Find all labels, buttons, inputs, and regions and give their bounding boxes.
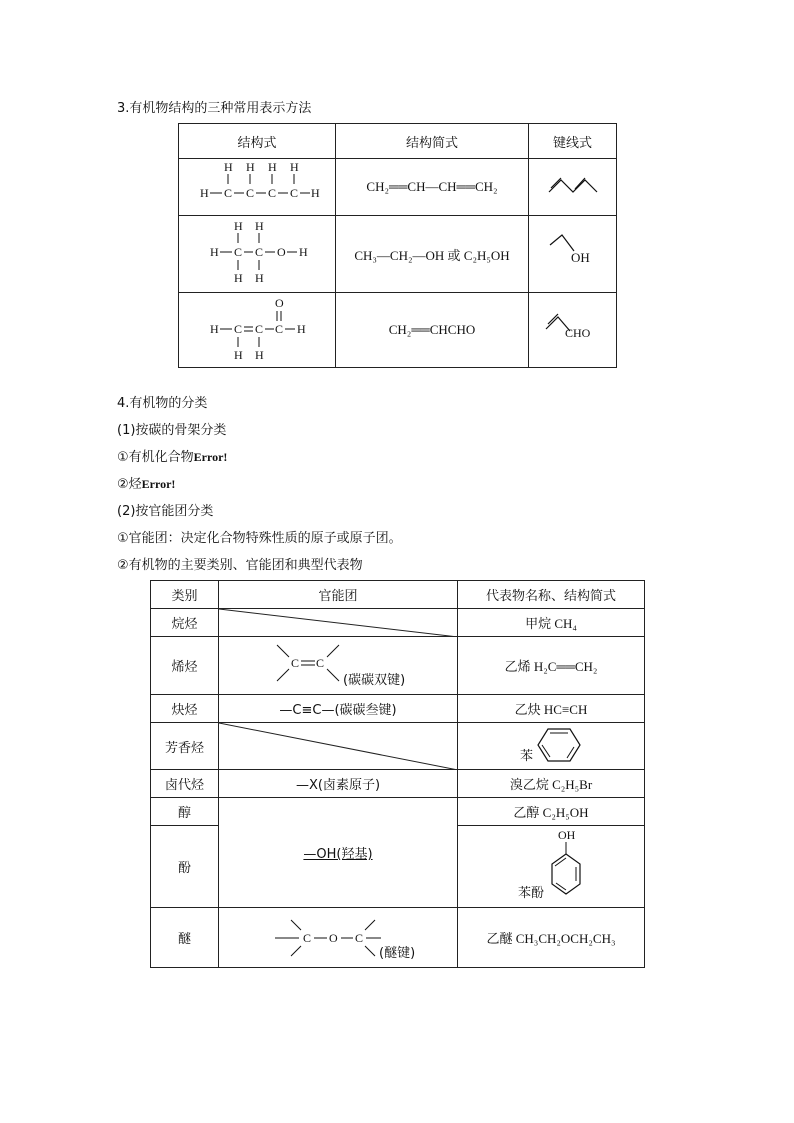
svg-text:O: O bbox=[274, 296, 284, 310]
section3-title: 3.有机物结构的三种常用表示方法 bbox=[117, 101, 312, 116]
svg-text:C: C bbox=[274, 322, 283, 336]
svg-text:H: H bbox=[245, 160, 255, 174]
structure-table bbox=[178, 123, 617, 368]
rep-phenol bbox=[458, 826, 645, 908]
alkene-group-label: (碳碳双键) bbox=[343, 673, 406, 688]
header-representative: 代表物名称、结构简式 bbox=[458, 581, 645, 609]
svg-text:C: C bbox=[316, 656, 325, 670]
header-structural-formula: 结构式 bbox=[179, 124, 336, 159]
item2-error: Error! bbox=[141, 477, 176, 491]
ethanol-structural bbox=[179, 216, 336, 293]
svg-text:H: H bbox=[310, 186, 320, 200]
ethanol-skeletal bbox=[529, 216, 617, 293]
svg-text:C: C bbox=[223, 186, 232, 200]
header-functional-group: 官能团 bbox=[219, 581, 458, 609]
classification-table-title: ②有机物的主要类别、官能团和典型代表物 bbox=[117, 558, 363, 573]
item1-prefix: ①有机化合物 bbox=[117, 450, 194, 465]
section4-title: 4.有机物的分类 bbox=[117, 396, 208, 411]
cat-aromatic: 芳香烃 bbox=[151, 723, 219, 770]
rep-ether: 乙醚 CH₃CH₂OCH₂CH₃ bbox=[458, 908, 645, 968]
svg-text:H: H bbox=[267, 160, 277, 174]
butadiene-structural bbox=[179, 159, 336, 216]
item2-prefix: ②烃 bbox=[117, 477, 142, 492]
alkene-group bbox=[219, 637, 458, 695]
svg-text:C: C bbox=[245, 186, 254, 200]
svg-text:C: C bbox=[267, 186, 276, 200]
svg-text:O: O bbox=[276, 245, 286, 259]
acrolein-cho-label: CHO bbox=[565, 326, 591, 340]
svg-text:H: H bbox=[223, 160, 233, 174]
cat-alkane: 烷烃 bbox=[151, 609, 219, 637]
ether-group bbox=[219, 908, 458, 968]
functional-group-definition: ①官能团：决定化合物特殊性质的原子或原子团。 bbox=[117, 531, 402, 546]
svg-text:H: H bbox=[233, 219, 243, 233]
hydroxyl-group bbox=[219, 798, 458, 908]
ethanol-oh-label: OH bbox=[571, 250, 590, 265]
rep-alkene: 乙烯 H₂C══CH₂ bbox=[458, 637, 645, 695]
functional-group-classification: (2)按官能团分类 bbox=[117, 504, 214, 519]
rep-alkane: 甲烷 CH₄ bbox=[458, 609, 645, 637]
skeleton-classification: (1)按碳的骨架分类 bbox=[117, 423, 227, 438]
cat-ether: 醚 bbox=[151, 908, 219, 968]
svg-text:H: H bbox=[254, 271, 264, 285]
benzene-label: 苯 bbox=[520, 749, 534, 764]
svg-text:H: H bbox=[289, 160, 299, 174]
classification-table bbox=[150, 580, 645, 968]
svg-text:H: H bbox=[199, 186, 209, 200]
svg-text:H: H bbox=[298, 245, 308, 259]
header-condensed-formula: 结构简式 bbox=[336, 124, 529, 159]
header-category: 类别 bbox=[151, 581, 219, 609]
header-skeletal-formula: 键线式 bbox=[529, 124, 617, 159]
svg-text:C: C bbox=[233, 245, 242, 259]
cat-phenol: 酚 bbox=[151, 826, 219, 908]
svg-text:C: C bbox=[355, 931, 364, 945]
rep-halide: 溴乙烷 C₂H₅Br bbox=[458, 770, 645, 798]
alkyne-group: —C≡C—(碳碳叁键) bbox=[219, 695, 458, 723]
svg-text:C: C bbox=[289, 186, 298, 200]
svg-text:H: H bbox=[233, 271, 243, 285]
butadiene-skeletal bbox=[529, 159, 617, 216]
hydroxyl-group-label: —OH(羟基) bbox=[303, 847, 373, 862]
svg-text:O: O bbox=[329, 931, 338, 945]
aromatic-group-empty bbox=[219, 723, 458, 770]
svg-text:H: H bbox=[254, 219, 264, 233]
svg-text:C: C bbox=[254, 322, 263, 336]
ethanol-condensed: CH₃—CH₂—OH 或 C₂H₅OH bbox=[336, 216, 529, 293]
acrolein-skeletal bbox=[529, 293, 617, 368]
svg-text:OH: OH bbox=[558, 828, 576, 842]
svg-text:H: H bbox=[254, 348, 264, 362]
halide-group: —X(卤素原子) bbox=[219, 770, 458, 798]
acrolein-condensed: CH₂══CHCHO bbox=[336, 293, 529, 368]
svg-text:H: H bbox=[209, 245, 219, 259]
svg-text:H: H bbox=[296, 322, 306, 336]
item1-error: Error! bbox=[193, 450, 228, 464]
rep-alcohol: 乙醇 C₂H₅OH bbox=[458, 798, 645, 826]
ether-group-label: (醚键) bbox=[379, 946, 416, 961]
cat-alkyne: 炔烃 bbox=[151, 695, 219, 723]
cat-halide: 卤代烃 bbox=[151, 770, 219, 798]
svg-text:C: C bbox=[254, 245, 263, 259]
svg-text:C: C bbox=[303, 931, 312, 945]
cat-alcohol: 醇 bbox=[151, 798, 219, 826]
svg-text:H: H bbox=[233, 348, 243, 362]
svg-text:H: H bbox=[209, 322, 219, 336]
alkane-group-empty bbox=[219, 609, 458, 637]
hydrocarbon-item bbox=[117, 473, 175, 492]
rep-alkyne: 乙炔 HC≡CH bbox=[458, 695, 645, 723]
svg-text:C: C bbox=[233, 322, 242, 336]
rep-aromatic bbox=[458, 723, 645, 770]
phenol-label: 苯酚 bbox=[518, 886, 545, 901]
butadiene-condensed: CH₂══CH—CH══CH₂ bbox=[336, 159, 529, 216]
svg-text:C: C bbox=[291, 656, 300, 670]
acrolein-structural bbox=[179, 293, 336, 368]
organic-compound-item bbox=[117, 446, 227, 465]
cat-alkene: 烯烃 bbox=[151, 637, 219, 695]
